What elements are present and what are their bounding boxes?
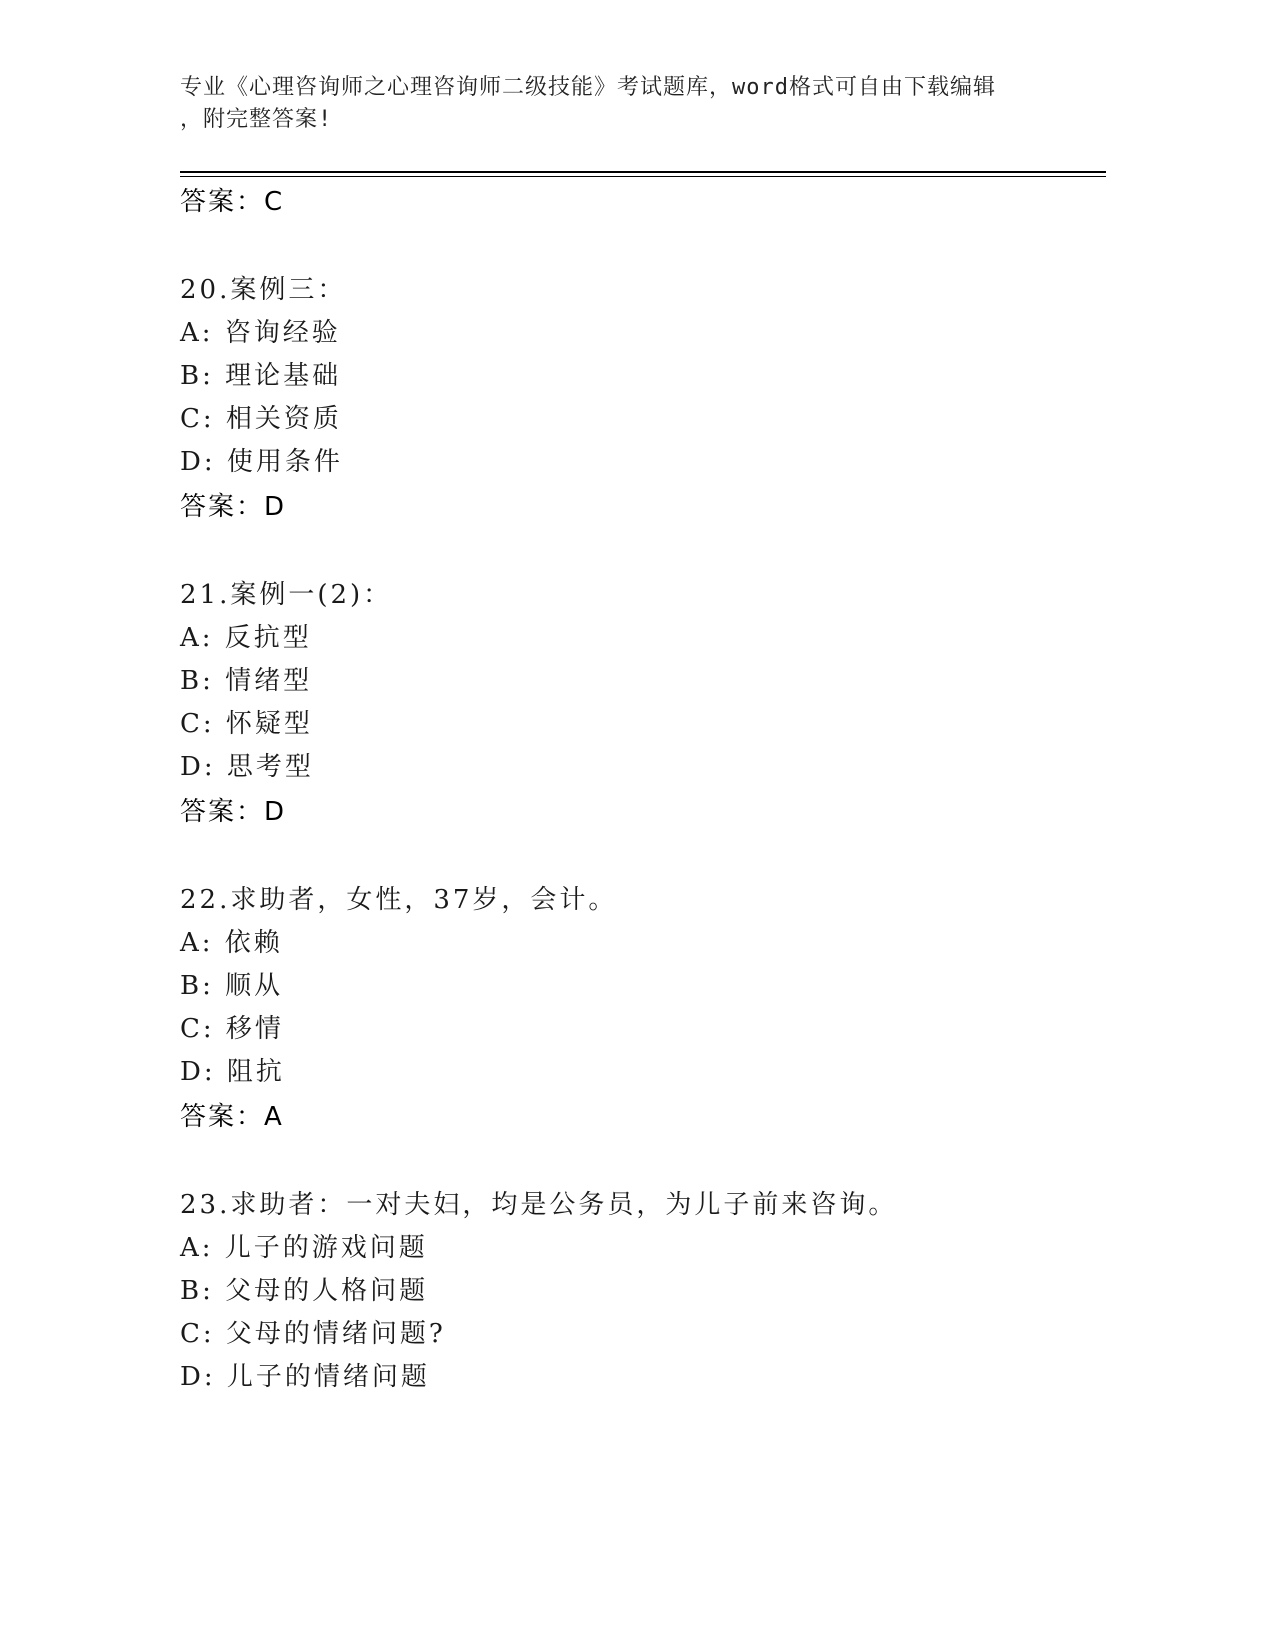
question-20-option-b: B: 理论基础 <box>180 361 342 391</box>
question-21-option-c: C: 怀疑型 <box>180 709 313 739</box>
question-23-option-c: C: 父母的情绪问题? <box>180 1319 446 1349</box>
question-22-option-d: D: 阻抗 <box>180 1057 285 1087</box>
answer-19: 答案：C <box>180 187 285 217</box>
question-21-option-a: A: 反抗型 <box>180 623 312 653</box>
question-21-title: 21.案例一(2)： <box>180 580 393 610</box>
document-header <box>180 72 1080 136</box>
header-rule-thin <box>180 176 1106 177</box>
question-20-option-c: C: 相关资质 <box>180 404 342 434</box>
question-22-option-a: A: 依赖 <box>180 928 283 958</box>
question-20-title: 20.案例三： <box>180 275 347 305</box>
question-20-option-d: D: 使用条件 <box>180 447 343 477</box>
question-22-title: 22.求助者，女性，37岁，会计。 <box>180 885 618 915</box>
answer-20: 答案：D <box>180 492 287 522</box>
header-rule-thick <box>180 171 1106 173</box>
question-22-option-b: B: 顺从 <box>180 971 284 1001</box>
question-20-option-a: A: 咨询经验 <box>180 318 341 348</box>
answer-21: 答案：D <box>180 797 287 827</box>
question-23-option-b: B: 父母的人格问题 <box>180 1276 429 1306</box>
answer-22: 答案：A <box>180 1102 284 1132</box>
header-line-1: 专业《心理咨询师之心理咨询师二级技能》考试题库，word格式可自由下载编辑 <box>180 75 996 100</box>
question-22-option-c: C: 移情 <box>180 1014 284 1044</box>
question-21-option-b: B: 情绪型 <box>180 666 313 696</box>
question-23-title: 23.求助者：一对夫妇，均是公务员，为儿子前来咨询。 <box>180 1190 898 1220</box>
question-23-option-a: A: 儿子的游戏问题 <box>180 1233 428 1263</box>
question-21-option-d: D: 思考型 <box>180 752 314 782</box>
question-23-option-d: D: 儿子的情绪问题 <box>180 1362 430 1392</box>
header-line-2: ，附完整答案! <box>180 107 333 132</box>
